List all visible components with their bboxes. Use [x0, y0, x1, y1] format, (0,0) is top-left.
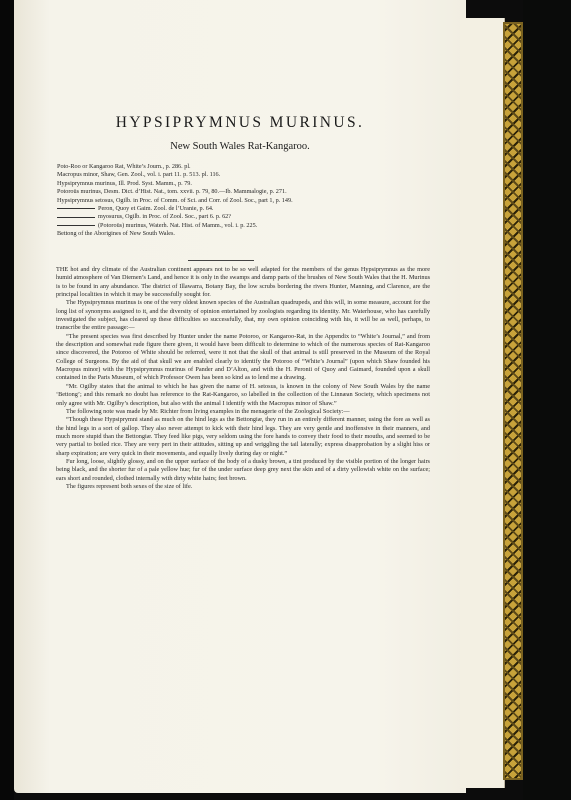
- paragraph: The figures represent both sexes of the size of life.: [66, 482, 193, 490]
- synonym-list: [57, 163, 427, 239]
- synonym-entry: Hypsiprymnus murinus, Ill. Prod. Syst. Mamm., p. 79.: [57, 179, 192, 187]
- book-spine-shadow: [0, 0, 14, 800]
- paragraph: THE hot and dry climate of the Australian continent appears not to be so well adapted for the members of the genus Hypsiprymnus as the more humid atmosphere of Van Diemen’s Land, and hence it is only in the swamps and damp parts of the brushes of New South Wales that the H. Murinus is to be found in any abundance. The district of Illawarra, Botany Bay, the low scrubs bordering the rivers Hunter, Manning, and Clarence, are the principal localities in which it may be successfully sought for.: [56, 266, 430, 299]
- synonym-entry: Potoroüs murinus, Desm. Dict. d’Hist. Nat., tom. xxvii. p. 79, 80.—Ib. Mammalogie, p. 271.: [57, 188, 287, 196]
- paragraph: The following note was made by Mr. Richter from living examples in the menagerie of the Zoological Society:—: [66, 407, 350, 415]
- ornamental-border: [503, 22, 523, 780]
- body-text: [56, 266, 430, 491]
- paragraph: “Though these Hypsiprymni stand as much on the hind legs as the Bettongiæ, they run in an entirely different manner, using the fore as well as the hind legs in a sort of gallop. They also never attempt to kick with their hind legs. They are very gentle and inoffensive in their manners, and much more stupid than the Bettongiæ. They feed like pigs, very seldom using the fore hands to convey their food to their mouths, and seemed to be very partial to boiled rice. They are very pert in their attitudes, sitting up and wriggling the tail laterally; express disapprobation by a slight hiss or sharp expiration; are very quick in their movements, and equally lively during day or night.”: [56, 416, 430, 457]
- paragraph: “The present species was first described by Hunter under the name Potoroo, or Kangaroo-Rat, in the Appendix to “White’s Journal,” and from the description and somewhat rude figure there given, it would have been difficult to determine to which of the numerous species of Rat-Kangaroo since discovered, the Potoroo of White should be referred, were it not that the skull of that animal is still preserved in the Museum of the Royal College of Surgeons. By the aid of that skull we are enabled clearly to identify the Potoroo of “White’s Journal” (upon which Shaw founded his Macropus minor) with the Hypsiprymnus murinus of Pander and D’Alton, and with the H. Peronii of Quoy and Gaimard, founded upon a skull contained in the Paris Museum, of which Professor Owen has been so kind as to lend me a drawing.: [56, 332, 430, 382]
- paragraph: The Hypsiprymnus murinus is one of the very oldest known species of the Australian quadrupeds, and this will, in some measure, account for the long list of synonyms assigned to it, and the diversity of opinion entertained by zoologists regarding its identity. Mr. Waterhouse, who has carefully investigated the subject, has cleared up these difficulties so successfully, that, my own opinion coinciding with his, it will be as well, perhaps, to transcribe the entire passage:—: [56, 299, 430, 332]
- synonym-entry: [57, 213, 427, 221]
- ditto-dash: [57, 208, 95, 209]
- paragraph: Fur long, loose, slightly glossy, and on the upper surface of the body of a dusky brown, a tint produced by the visible portion of the longer hairs being black, and the shorter fur of a pale yellow hue; fur of the under surface deep grey next the skin and of a dirty yellowish white on the surface; ears short and rounded, clothed internally with dirty white hairs; feet brown.: [56, 457, 430, 482]
- ditto-dash: [57, 225, 95, 226]
- synonym-entry: Hypsiprymnus setosus, Ogilb. in Proc. of Comm. of Sci. and Corr. of Zool. Soc., part 1, p. 149.: [57, 196, 293, 204]
- section-divider: [188, 260, 254, 261]
- synonym-text: myosurus, Ogilb. in Proc. of Zool. Soc., part 6. p. 62?: [98, 213, 232, 221]
- page-subtitle: New South Wales Rat-Kangaroo.: [170, 141, 310, 152]
- paragraph: “Mr. Ogilby states that the animal to which he has given the name of H. setosus, is known in the colony of New South Wales by the name ‘Bettong’; and this remark no doubt has reference to the Rat-Kangaroo, so labelled in the collection of the Linnæan Society, which specimens not only agree with Mr. Ogilby’s description, but also with the animal I identify with the Macropus minor of Shaw.”: [56, 382, 430, 407]
- synonym-entry: Poto-Roo or Kangaroo Rat, White’s Journ., p. 286. pl.: [57, 163, 191, 170]
- synonym-entry: [57, 222, 427, 230]
- page-edges: [460, 18, 506, 788]
- synonym-text: Peron, Quoy et Gaim. Zool. de l’Uranie, p. 64.: [98, 205, 214, 213]
- synonym-text: (Potoroüs) murinus, Waterh. Nat. Hist. of Mamm., vol. i. p. 225.: [98, 221, 258, 229]
- synonym-entry: Macropus minor, Shaw, Gen. Zool., vol. i. part 11. p. 513. pl. 116.: [57, 171, 221, 179]
- page-title: HYPSIPRYMNUS MURINUS.: [115, 114, 365, 131]
- synonym-entry: Bettong of the Aborigines of New South Wales.: [57, 230, 175, 238]
- synonym-entry: [57, 205, 427, 213]
- cover-edge: [523, 0, 571, 800]
- ditto-dash: [57, 217, 95, 218]
